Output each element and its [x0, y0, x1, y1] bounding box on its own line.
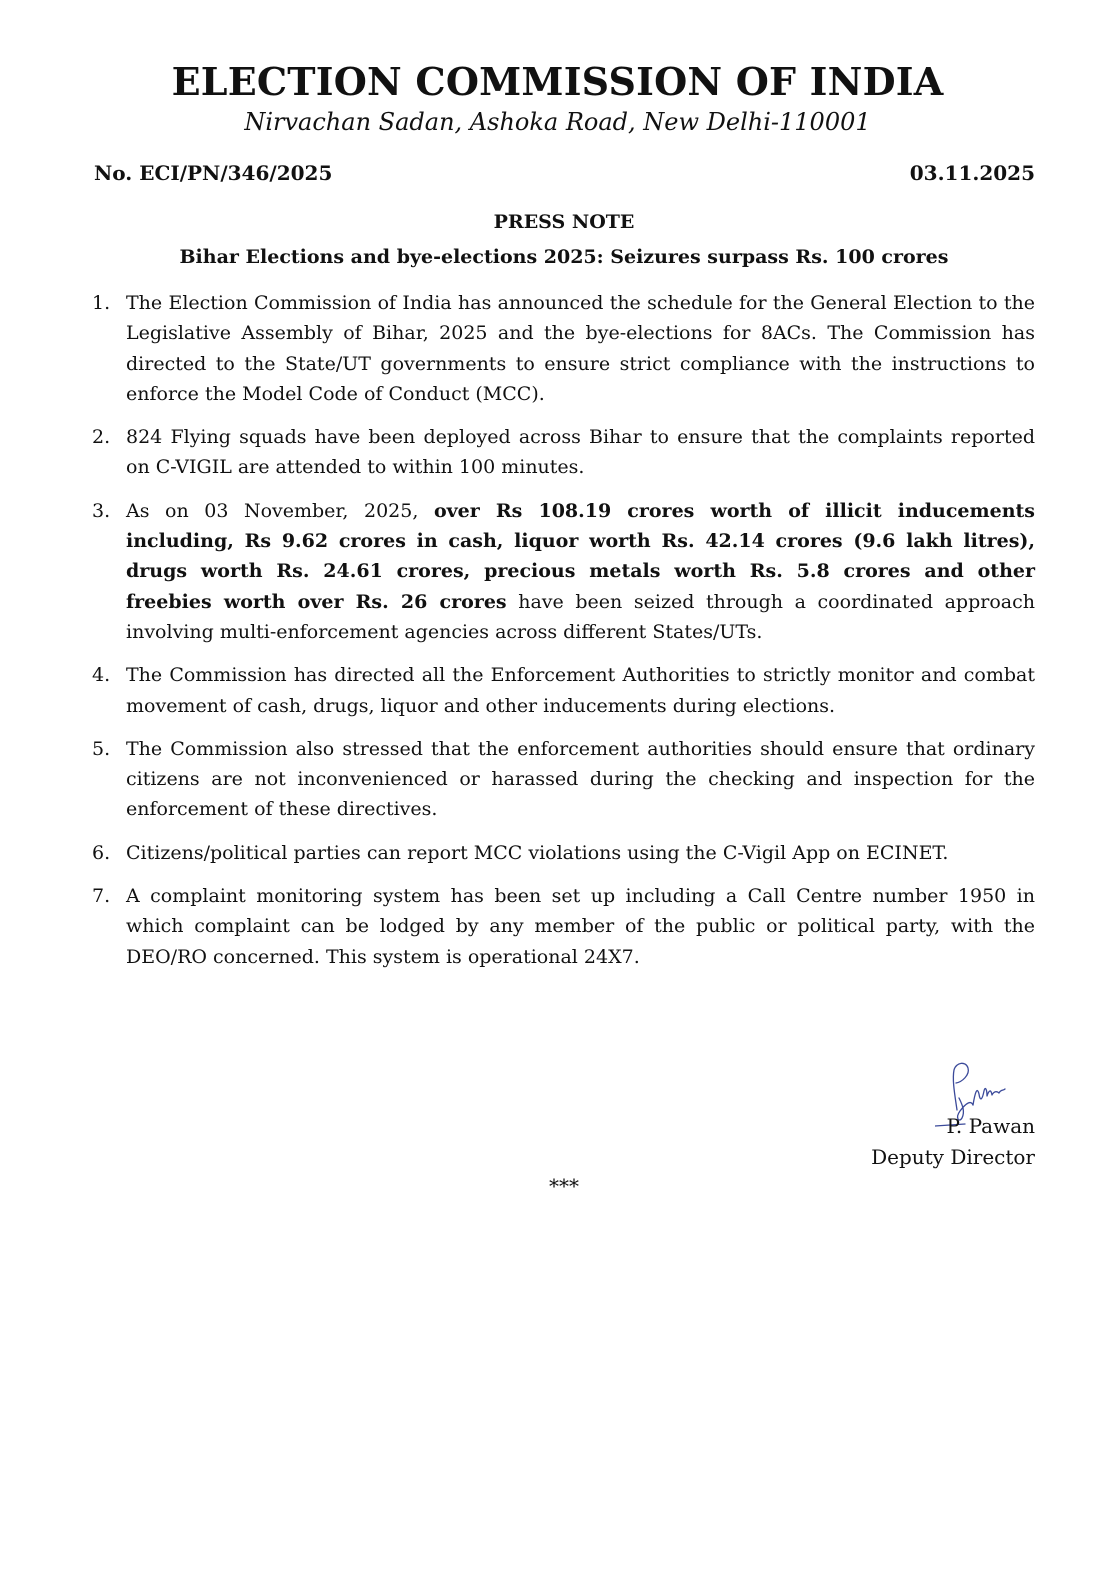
point-number: 7. — [92, 885, 111, 908]
press-note-points — [92, 288, 1035, 985]
point-number: 3. — [92, 499, 111, 522]
point-number: 6. — [92, 841, 111, 864]
point-2 — [92, 422, 1035, 483]
point-5 — [92, 734, 1035, 825]
point-text-tail: have been seized through a coordinated approach involving multi-enforcement agencies across different States/UTs. — [126, 590, 1035, 643]
press-note-heading: PRESS NOTE — [493, 211, 635, 233]
point-number: 2. — [92, 426, 111, 449]
organization-title: ELECTION COMMISSION OF INDIA — [171, 59, 944, 104]
end-of-note-mark: *** — [549, 1174, 579, 1198]
reference-row — [94, 158, 1035, 188]
point-number: 5. — [92, 737, 111, 760]
issue-date: 03.11.2025 — [909, 161, 1035, 185]
point-text-lead: As on 03 November, 2025, — [126, 499, 434, 522]
point-1 — [92, 288, 1035, 409]
press-note-subject: Bihar Elections and bye-elections 2025: Seizures surpass Rs. 100 crores — [179, 246, 949, 268]
seizure-figures: over Rs 108.19 crores worth of illicit inducements including, Rs 9.62 crores in cash, liquor worth Rs. 42.14 crores (9.6 lakh litres), drugs worth Rs. 24.61 crores, precious metals worth Rs. 5.8 crores and other freebies worth over Rs. 26 crores — [126, 499, 1035, 613]
point-3 — [92, 496, 1035, 647]
point-text: The Commission also stressed that the enforcement authorities should ensure that ordinary citizens are not inconvenienced or harassed during the checking and inspection for the enforcement of these directives. — [126, 737, 1035, 821]
signatory-block — [871, 1111, 1035, 1173]
signatory-designation: Deputy Director — [871, 1145, 1035, 1169]
point-text: A complaint monitoring system has been set up including a Call Centre number 1950 in which complaint can be lodged by any member of the public or political party, with the DEO/RO concerned. This system is operational 24X7. — [126, 885, 1035, 968]
point-number: 1. — [92, 292, 111, 314]
point-4 — [92, 660, 1035, 721]
point-number: 4. — [92, 664, 111, 687]
point-text: The Commission has directed all the Enforcement Authorities to strictly monitor and combat movement of cash, drugs, liquor and other inducements during elections. — [126, 664, 1035, 717]
point-7 — [92, 881, 1035, 972]
point-6 — [92, 838, 1035, 868]
organization-address: Nirvachan Sadan, Ashoka Road, New Delhi-110001 — [244, 108, 871, 136]
point-text: The Election Commission of India has announced the schedule for the General Election to the Legislative Assembly of Bihar, 2025 and the bye-elections for 8ACs. The Commission has directed to the State/UT governments to ensure strict compliance with the instructions to enforce the Model Code of Conduct (MCC). — [126, 292, 1035, 405]
reference-number: No. ECI/PN/346/2025 — [94, 161, 333, 185]
signatory-name: P. Pawan — [946, 1114, 1035, 1138]
point-text: 824 Flying squads have been deployed across Bihar to ensure that the complaints reported on C-VIGIL are attended to within 100 minutes. — [126, 426, 1035, 479]
point-text: Citizens/political parties can report MCC violations using the C-Vigil App on ECINET. — [126, 841, 949, 864]
